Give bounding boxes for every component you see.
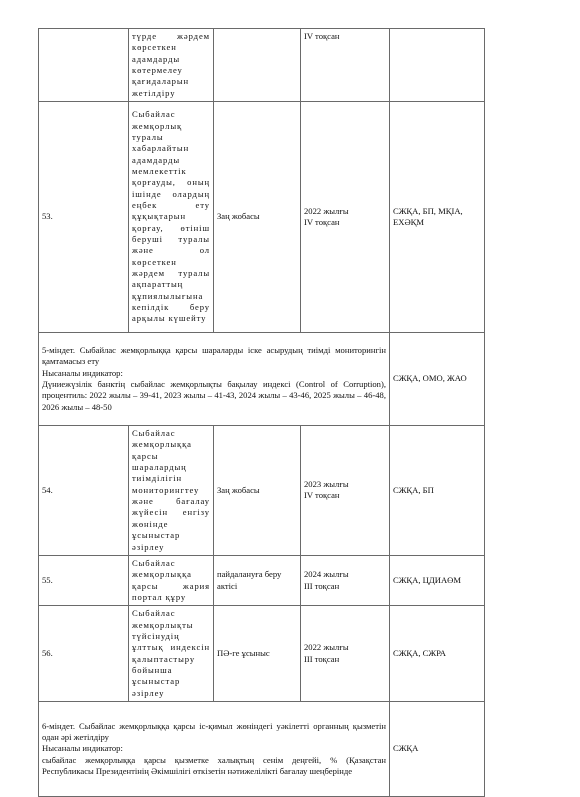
task-title: 6-міндет. Сыбайлас жемқорлыққа қарсы іс-қимыл жөніндегі уәкілетті органның қызметін одан әрі жетілдіру: [42, 720, 386, 742]
task-title: 5-міндет. Сыбайлас жемқорлыққа қарсы шараларды іске асырудың тиімді мониторингін қамтамасыз ету: [42, 345, 386, 367]
deadline-quarter: IV тоқсан: [304, 217, 340, 228]
deadline-year: 2022 жылғы: [304, 642, 349, 653]
responsible-cell: СЖҚА, СЖРА: [390, 606, 485, 702]
completion-form-cell: Заң жобасы: [214, 102, 301, 333]
deadline-year: 2023 жылғы: [304, 479, 349, 490]
completion-form-cell: ПӘ-ге ұсыныс: [214, 606, 301, 702]
activity-cell: Сыбайлас жемқорлыққа қарсы шаралардың тиімділігін мониторингтеу және бағалау жүйесін енгізу жөнінде ұсыныстар әзірлеу: [129, 426, 214, 556]
deadline-year: 2022 жылғы: [304, 205, 349, 216]
task-cell: [39, 333, 390, 426]
action-plan-table: [38, 28, 485, 797]
responsible-cell: СЖҚА, ОМО, ЖАО: [390, 333, 485, 426]
table-row: [39, 29, 485, 102]
completion-form-cell: пайдалануға беру актісі: [214, 555, 301, 605]
row-number-cell: [39, 29, 129, 102]
completion-form-cell: [214, 29, 301, 102]
task-row: [39, 701, 485, 796]
activity-cell: Сыбайлас жемқорлықты түйсінудің ұлттық индексін қалыптастыру бойынша ұсыныстар әзірлеу: [129, 606, 214, 702]
table-row: [39, 426, 485, 556]
table-row: [39, 606, 485, 702]
deadline-cell: IV тоқсан: [301, 29, 390, 102]
indicator-label: Нысаналы индикатор:: [42, 367, 123, 378]
responsible-cell: СЖҚА: [390, 701, 485, 796]
activity-cell: түрде жәрдем көрсеткен адамдарды көтермелеу қағидаларын жетілдіру: [129, 29, 214, 102]
activity-cell: Сыбайлас жемқорлыққа қарсы жария портал құру: [129, 555, 214, 605]
responsible-cell: СЖҚА, БП: [390, 426, 485, 556]
task-row: [39, 333, 485, 426]
indicator-label: Нысаналы индикатор:: [42, 743, 123, 754]
deadline-quarter: III тоқсан: [304, 580, 340, 591]
completion-form-cell: Заң жобасы: [214, 426, 301, 556]
deadline-quarter: III тоқсан: [304, 653, 340, 664]
row-number-cell: 53.: [39, 102, 129, 333]
row-number-cell: 56.: [39, 606, 129, 702]
indicator-text: сыбайлас жемқорлыққа қарсы қызметке халықтың сенім деңгейі, % (Қазақстан Республикасы Президентінің Әкімшілігі өткізетін нәтижелілікті бағалау шеңберінде: [42, 754, 386, 776]
row-number-cell: 55.: [39, 555, 129, 605]
table-row: [39, 555, 485, 605]
task-cell: [39, 701, 390, 796]
deadline-cell: [301, 102, 390, 333]
row-number-cell: 54.: [39, 426, 129, 556]
deadline-quarter: IV тоқсан: [304, 490, 340, 501]
responsible-cell: СЖҚА, БП, МҚІА, ЕХӘҚМ: [390, 102, 485, 333]
deadline-cell: [301, 426, 390, 556]
responsible-cell: СЖҚА, ЦДИАӨМ: [390, 555, 485, 605]
activity-cell: Сыбайлас жемқорлық туралы хабарлайтын адамдарды мемлекеттік қорғауды, оның ішінде олардың еңбек ету құқықтарын қорғау, өтініш беруші туралы және ол көрсеткен жәрдем туралы ақпараттың құпиялылығына кепілдік беру арқылы күшейту: [129, 102, 214, 333]
table-row: [39, 102, 485, 333]
indicator-text: Дүниежүзілік банктің сыбайлас жемқорлықты бақылау индексі (Control of Corruption), процентиль: 2022 жылы – 39-41, 2023 жылы – 41-43, 2024 жылы – 43-46, 2025 жылы – 46-48, 2026 жылы – 48-50: [42, 379, 386, 412]
responsible-cell: [390, 29, 485, 102]
deadline-cell: [301, 606, 390, 702]
deadline-year: 2024 жылғы: [304, 569, 349, 580]
deadline-cell: [301, 555, 390, 605]
